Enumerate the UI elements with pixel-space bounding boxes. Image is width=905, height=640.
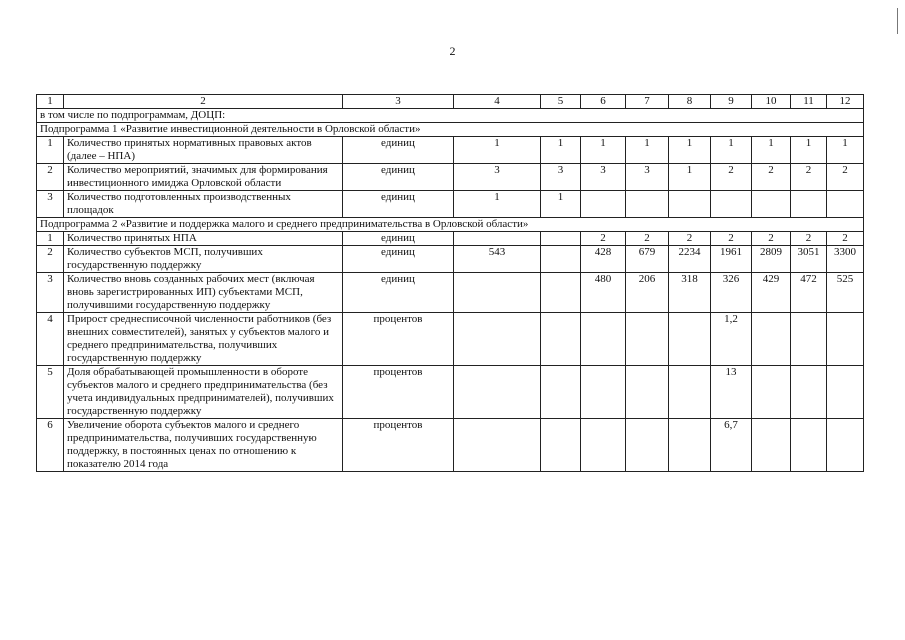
page-number: 2 xyxy=(449,44,456,58)
value-cell xyxy=(752,313,791,366)
column-number-cell: 1 xyxy=(37,95,64,109)
value-cell: 2 xyxy=(791,164,827,191)
value-cell xyxy=(791,191,827,218)
value-cell xyxy=(454,232,541,246)
value-cell xyxy=(827,366,864,419)
column-number-cell: 5 xyxy=(541,95,581,109)
column-number-cell: 3 xyxy=(343,95,454,109)
value-cell: 1 xyxy=(791,137,827,164)
table-row xyxy=(37,419,864,472)
value-cell: 1 xyxy=(711,137,752,164)
column-number-cell: 2 xyxy=(64,95,343,109)
value-cell xyxy=(669,313,711,366)
table-row xyxy=(37,164,864,191)
value-cell xyxy=(541,366,581,419)
table-row xyxy=(37,313,864,366)
value-cell: 1961 xyxy=(711,246,752,273)
value-cell xyxy=(711,191,752,218)
value-cell: 1 xyxy=(669,164,711,191)
row-number: 3 xyxy=(37,273,64,313)
value-cell xyxy=(827,313,864,366)
value-cell: 3051 xyxy=(791,246,827,273)
table-row xyxy=(37,137,864,164)
value-cell: 2 xyxy=(581,232,626,246)
value-cell: 679 xyxy=(626,246,669,273)
subprogram-title: Подпрограмма 1 «Развитие инвестиционной деятельности в Орловской области» xyxy=(37,123,864,137)
indicator-name: Доля обрабатывающей промышленности в обороте субъектов малого и среднего предпринимательства (без учета индивидуальных предпринимателей), получивших государственную поддержку xyxy=(64,366,343,419)
value-cell xyxy=(541,273,581,313)
value-cell xyxy=(626,191,669,218)
value-cell: 2 xyxy=(752,232,791,246)
value-cell xyxy=(581,366,626,419)
column-number-row xyxy=(37,95,864,109)
value-cell xyxy=(752,366,791,419)
value-cell: 2 xyxy=(827,232,864,246)
value-cell xyxy=(454,313,541,366)
value-cell xyxy=(669,191,711,218)
row-number: 4 xyxy=(37,313,64,366)
value-cell: 2809 xyxy=(752,246,791,273)
row-number: 5 xyxy=(37,366,64,419)
value-cell xyxy=(791,313,827,366)
value-cell xyxy=(541,313,581,366)
table-row xyxy=(37,232,864,246)
value-cell: 1 xyxy=(626,137,669,164)
value-cell: 2 xyxy=(791,232,827,246)
value-cell: 318 xyxy=(669,273,711,313)
row-number: 3 xyxy=(37,191,64,218)
value-cell: 3300 xyxy=(827,246,864,273)
unit-cell: процентов xyxy=(343,419,454,472)
value-cell xyxy=(791,419,827,472)
value-cell xyxy=(454,366,541,419)
value-cell: 1 xyxy=(541,191,581,218)
row-number: 2 xyxy=(37,246,64,273)
value-cell: 1 xyxy=(752,137,791,164)
value-cell: 1 xyxy=(669,137,711,164)
value-cell: 3 xyxy=(626,164,669,191)
table-row xyxy=(37,366,864,419)
indicator-name: Количество принятых нормативных правовых актов (далее – НПА) xyxy=(64,137,343,164)
value-cell xyxy=(791,366,827,419)
unit-cell: процентов xyxy=(343,366,454,419)
value-cell: 525 xyxy=(827,273,864,313)
value-cell: 3 xyxy=(454,164,541,191)
value-cell xyxy=(827,419,864,472)
value-cell: 1 xyxy=(541,137,581,164)
indicator-name: Количество мероприятий, значимых для формирования инвестиционного имиджа Орловской области xyxy=(64,164,343,191)
unit-cell: единиц xyxy=(343,273,454,313)
value-cell xyxy=(626,419,669,472)
unit-cell: процентов xyxy=(343,313,454,366)
value-cell: 1 xyxy=(454,191,541,218)
indicator-name: Количество принятых НПА xyxy=(64,232,343,246)
unit-cell: единиц xyxy=(343,137,454,164)
column-number-cell: 4 xyxy=(454,95,541,109)
unit-cell: единиц xyxy=(343,246,454,273)
unit-cell: единиц xyxy=(343,191,454,218)
row-number: 6 xyxy=(37,419,64,472)
value-cell: 326 xyxy=(711,273,752,313)
indicator-name: Количество вновь созданных рабочих мест (включая вновь зарегистрированных ИП) субъектами МСП, получившими государственную поддержку xyxy=(64,273,343,313)
column-number-cell: 9 xyxy=(711,95,752,109)
value-cell: 543 xyxy=(454,246,541,273)
column-number-cell: 8 xyxy=(669,95,711,109)
value-cell xyxy=(752,419,791,472)
table-body xyxy=(37,95,864,472)
intro-row xyxy=(37,109,864,123)
value-cell xyxy=(752,191,791,218)
column-number-cell: 10 xyxy=(752,95,791,109)
value-cell: 2 xyxy=(711,232,752,246)
row-number: 1 xyxy=(37,137,64,164)
intro-text: в том числе по подпрограммам, ДОЦП: xyxy=(37,109,864,123)
value-cell xyxy=(581,419,626,472)
value-cell xyxy=(454,273,541,313)
row-number: 2 xyxy=(37,164,64,191)
unit-cell: единиц xyxy=(343,232,454,246)
value-cell: 13 xyxy=(711,366,752,419)
table-row xyxy=(37,246,864,273)
value-cell: 1 xyxy=(454,137,541,164)
value-cell: 1 xyxy=(827,137,864,164)
value-cell: 6,7 xyxy=(711,419,752,472)
subprogram-title: Подпрограмма 2 «Развитие и поддержка малого и среднего предпринимательства в Орловской области» xyxy=(37,218,864,232)
indicator-name: Прирост среднесписочной численности работников (без внешних совместителей), занятых у субъектов малого и среднего предпринимательства, получивших государственную поддержку xyxy=(64,313,343,366)
table-row xyxy=(37,273,864,313)
row-number: 1 xyxy=(37,232,64,246)
subprogram-title-row xyxy=(37,218,864,232)
value-cell xyxy=(541,419,581,472)
value-cell xyxy=(669,419,711,472)
value-cell: 1,2 xyxy=(711,313,752,366)
column-number-cell: 7 xyxy=(626,95,669,109)
value-cell: 429 xyxy=(752,273,791,313)
value-cell: 2 xyxy=(711,164,752,191)
value-cell: 3 xyxy=(581,164,626,191)
value-cell: 2 xyxy=(752,164,791,191)
value-cell xyxy=(626,366,669,419)
value-cell: 1 xyxy=(581,137,626,164)
value-cell: 2234 xyxy=(669,246,711,273)
indicator-name: Количество подготовленных производственных площадок xyxy=(64,191,343,218)
value-cell: 2 xyxy=(669,232,711,246)
value-cell xyxy=(626,313,669,366)
value-cell: 2 xyxy=(827,164,864,191)
value-cell xyxy=(454,419,541,472)
subprogram-title-row xyxy=(37,123,864,137)
value-cell: 428 xyxy=(581,246,626,273)
value-cell: 206 xyxy=(626,273,669,313)
value-cell xyxy=(669,366,711,419)
value-cell: 480 xyxy=(581,273,626,313)
value-cell: 472 xyxy=(791,273,827,313)
indicator-name: Количество субъектов МСП, получивших государственную поддержку xyxy=(64,246,343,273)
value-cell xyxy=(581,313,626,366)
value-cell: 3 xyxy=(541,164,581,191)
column-number-cell: 12 xyxy=(827,95,864,109)
indicators-table xyxy=(36,94,864,472)
value-cell xyxy=(541,232,581,246)
value-cell xyxy=(581,191,626,218)
unit-cell: единиц xyxy=(343,164,454,191)
table-row xyxy=(37,191,864,218)
column-number-cell: 6 xyxy=(581,95,626,109)
scan-edge-mark xyxy=(897,8,898,34)
indicator-name: Увеличение оборота субъектов малого и среднего предпринимательства, получивших государственную поддержку, в постоянных ценах по отношению к показателю 2014 года xyxy=(64,419,343,472)
value-cell: 2 xyxy=(626,232,669,246)
column-number-cell: 11 xyxy=(791,95,827,109)
value-cell xyxy=(827,191,864,218)
value-cell xyxy=(541,246,581,273)
